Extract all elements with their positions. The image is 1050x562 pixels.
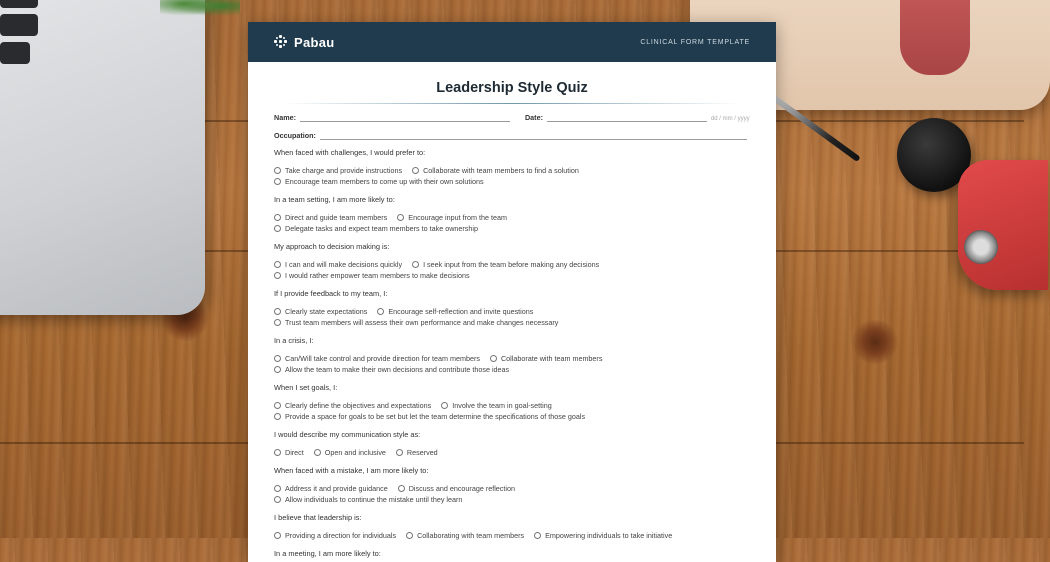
title-divider — [282, 103, 742, 104]
date-label: Date: — [524, 113, 543, 122]
form-title: Leadership Style Quiz — [436, 80, 588, 96]
form-content — [248, 112, 776, 559]
radio-circle-icon[interactable] — [406, 532, 413, 539]
option-label: Delegate tasks and expect team members to take ownership — [285, 224, 478, 233]
option-label: Allow the team to make their own decisions and contribute those ideas — [285, 365, 510, 374]
option-row — [274, 165, 750, 176]
option-row — [274, 530, 750, 541]
radio-circle-icon[interactable] — [274, 532, 281, 539]
option-group — [274, 259, 750, 281]
radio-circle-icon[interactable] — [396, 449, 403, 456]
radio-option[interactable] — [274, 224, 478, 233]
header-tag: CLINICAL FORM TEMPLATE — [640, 38, 750, 46]
question-text: When faced with challenges, I would prefer to: — [274, 148, 426, 157]
radio-option[interactable] — [490, 354, 602, 363]
radio-option[interactable] — [274, 412, 585, 421]
option-label: Collaborating with team members — [417, 531, 525, 540]
radio-option[interactable] — [412, 260, 599, 269]
date-hint: dd / mm / yyyy — [710, 116, 750, 122]
name-label: Name: — [274, 113, 296, 122]
occupation-label: Occupation: — [274, 131, 316, 140]
option-row — [274, 411, 750, 422]
radio-circle-icon[interactable] — [534, 532, 541, 539]
pabau-logo-icon — [274, 35, 288, 49]
option-row — [274, 494, 750, 505]
option-row — [274, 306, 750, 317]
option-label: Empowering individuals to take initiative — [545, 531, 673, 540]
radio-option[interactable] — [397, 213, 507, 222]
radio-circle-icon[interactable] — [412, 261, 419, 268]
option-group — [274, 165, 750, 187]
occupation-field[interactable] — [320, 133, 747, 140]
option-label: Involve the team in goal-setting — [452, 401, 552, 410]
radio-circle-icon[interactable] — [274, 167, 281, 174]
radio-circle-icon[interactable] — [314, 449, 321, 456]
brand — [274, 35, 335, 50]
radio-circle-icon[interactable] — [274, 413, 281, 420]
toy-car — [958, 160, 1048, 290]
radio-option[interactable] — [274, 318, 558, 327]
option-label: Providing a direction for individuals — [285, 531, 397, 540]
radio-circle-icon[interactable] — [412, 167, 419, 174]
radio-option[interactable] — [314, 448, 386, 457]
option-label: Allow individuals to continue the mistake until they learn — [285, 495, 463, 504]
radio-option[interactable] — [274, 213, 387, 222]
radio-circle-icon[interactable] — [274, 402, 281, 409]
radio-circle-icon[interactable] — [274, 272, 281, 279]
question-block — [274, 513, 750, 541]
option-row — [274, 447, 750, 458]
form-paper — [248, 22, 776, 562]
option-label: Trust team members will assess their own performance and make changes necessary — [285, 318, 559, 327]
question-block — [274, 466, 750, 505]
radio-option[interactable] — [406, 531, 524, 540]
radio-option[interactable] — [274, 177, 484, 186]
option-label: I seek input from the team before making any decisions — [423, 260, 600, 269]
option-row — [274, 223, 750, 234]
brand-name: Pabau — [294, 34, 335, 50]
option-row — [274, 317, 750, 328]
radio-option[interactable] — [441, 401, 552, 410]
plant — [160, 0, 240, 18]
radio-option[interactable] — [274, 166, 402, 175]
question-block — [274, 195, 750, 234]
radio-circle-icon[interactable] — [274, 355, 281, 362]
radio-circle-icon[interactable] — [274, 449, 281, 456]
name-date-row — [274, 112, 750, 122]
option-group — [274, 353, 750, 375]
radio-option[interactable] — [274, 531, 396, 540]
question-text: If I provide feedback to my team, I: — [274, 289, 388, 298]
question-text: In a meeting, I am more likely to: — [274, 549, 381, 558]
radio-circle-icon[interactable] — [274, 485, 281, 492]
radio-circle-icon[interactable] — [441, 402, 448, 409]
option-label: Take charge and provide instructions — [285, 166, 403, 175]
option-label: Direct and guide team members — [285, 213, 388, 222]
option-label: Open and inclusive — [324, 448, 386, 457]
option-group — [274, 447, 750, 458]
radio-circle-icon[interactable] — [397, 214, 404, 221]
question-block — [274, 430, 750, 458]
option-row — [274, 400, 750, 411]
option-label: Address it and provide guidance — [285, 484, 388, 493]
option-group — [274, 483, 750, 505]
radio-circle-icon[interactable] — [274, 366, 281, 373]
question-block — [274, 383, 750, 422]
radio-option[interactable] — [274, 401, 431, 410]
option-label: Reserved — [406, 448, 438, 457]
option-row — [274, 176, 750, 187]
option-row — [274, 270, 750, 281]
radio-circle-icon[interactable] — [377, 308, 384, 315]
radio-circle-icon[interactable] — [274, 308, 281, 315]
radio-option[interactable] — [274, 271, 470, 280]
option-row — [274, 259, 750, 270]
option-label: Encourage team members to come up with their own solutions — [285, 177, 484, 186]
radio-circle-icon[interactable] — [274, 178, 281, 185]
radio-option[interactable] — [274, 365, 509, 374]
question-text: In a crisis, I: — [274, 336, 314, 345]
option-label: Encourage input from the team — [408, 213, 507, 222]
option-label: Collaborate with team members — [500, 354, 603, 363]
question-text: When I set goals, I: — [274, 383, 338, 392]
radio-option[interactable] — [274, 354, 480, 363]
radio-circle-icon[interactable] — [274, 496, 281, 503]
option-group — [274, 306, 750, 328]
radio-circle-icon[interactable] — [398, 485, 405, 492]
option-label: I would rather empower team members to make decisions — [285, 271, 470, 280]
question-block — [274, 289, 750, 328]
radio-option[interactable] — [274, 448, 304, 457]
radio-circle-icon[interactable] — [274, 319, 281, 326]
radio-circle-icon[interactable] — [274, 214, 281, 221]
option-label: Provide a space for goals to be set but let the team determine the specifications of those goals — [285, 412, 586, 421]
name-field[interactable] — [300, 115, 510, 122]
option-row — [274, 212, 750, 223]
laptop — [0, 0, 205, 315]
option-label: Can/Will take control and provide direction for team members — [285, 354, 480, 363]
question-block — [274, 148, 750, 187]
question-text: In a team setting, I am more likely to: — [274, 195, 395, 204]
radio-circle-icon[interactable] — [490, 355, 497, 362]
wood-knot — [850, 320, 900, 364]
option-row — [274, 364, 750, 375]
radio-option[interactable] — [398, 484, 515, 493]
radio-circle-icon[interactable] — [274, 261, 281, 268]
option-label: Direct — [285, 448, 304, 457]
radio-circle-icon[interactable] — [274, 225, 281, 232]
radio-option[interactable] — [412, 166, 579, 175]
occupation-row — [274, 130, 750, 140]
option-label: Discuss and encourage reflection — [408, 484, 515, 493]
radio-option[interactable] — [274, 260, 402, 269]
radio-option[interactable] — [377, 307, 533, 316]
option-group — [274, 530, 750, 541]
option-label: Encourage self-reflection and invite questions — [388, 307, 534, 316]
question-block — [274, 336, 750, 375]
option-label: Collaborate with team members to find a solution — [423, 166, 579, 175]
question-text: My approach to decision making is: — [274, 242, 390, 251]
question-list — [274, 148, 750, 559]
question-text: When faced with a mistake, I am more likely to: — [274, 466, 429, 475]
form-header — [248, 22, 776, 62]
option-row — [274, 483, 750, 494]
radio-option[interactable] — [274, 307, 367, 316]
option-label: Clearly state expectations — [285, 307, 368, 316]
question-text: I would describe my communication style as: — [274, 430, 421, 439]
radio-option[interactable] — [274, 495, 462, 504]
option-row — [274, 353, 750, 364]
date-field[interactable] — [547, 115, 707, 122]
option-label: I can and will make decisions quickly — [285, 260, 403, 269]
option-label: Clearly define the objectives and expectations — [285, 401, 432, 410]
question-text: I believe that leadership is: — [274, 513, 362, 522]
radio-option[interactable] — [534, 531, 672, 540]
radio-option[interactable] — [396, 448, 438, 457]
option-group — [274, 212, 750, 234]
radio-option[interactable] — [274, 484, 388, 493]
option-group — [274, 400, 750, 422]
question-block — [274, 242, 750, 281]
question-block — [274, 549, 750, 559]
